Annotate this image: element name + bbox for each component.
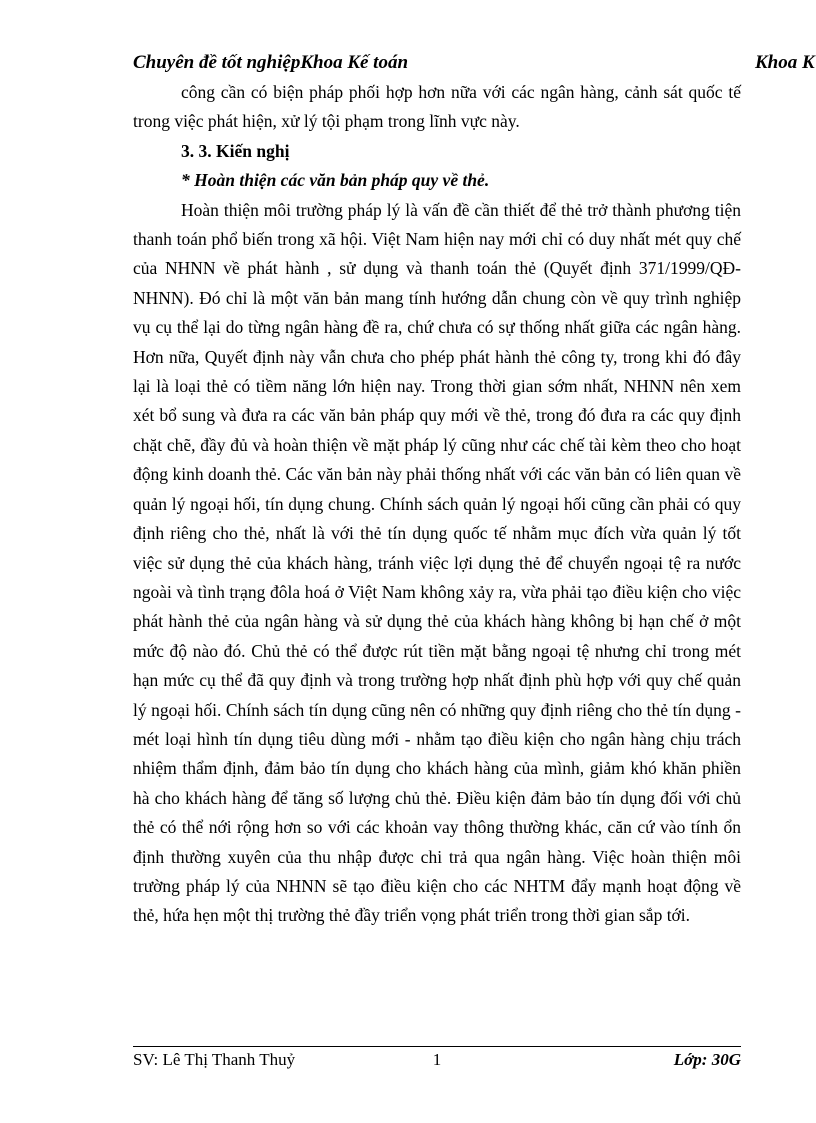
footer-class: Lớp: 30G [673,1050,741,1069]
subsection-heading: * Hoàn thiện các văn bản pháp quy về thẻ. [181,170,490,191]
page-number: 1 [432,1050,442,1069]
page-footer [133,1050,741,1076]
continued-paragraph: công cần có biện pháp phối hợp hơn nữa với các ngân hàng, cảnh sát quốc tế trong việc phát hiện, xử lý tội phạm trong lĩnh vực này. [133,82,741,132]
footer-divider [133,1046,741,1047]
header-title: Chuyên đề tốt nghiệpKhoa Kế toán [133,52,409,73]
document-body [133,78,741,931]
body-paragraph: Hoàn thiện môi trường pháp lý là vấn đề cần thiết để thẻ trở thành phương tiện thanh toán phổ biến trong xã hội. Việt Nam hiện nay mới chỉ có duy nhất mét quy chế của NHNN về phát hành , sử dụng và thanh toán thẻ (Quyết định 371/1999/QĐ-NHNN). Đó chỉ là một văn bản mang tính hướng dẫn chung còn về quy trình nghiệp vụ cụ thể lại do từng ngân hàng đề ra, chứ chưa có sự thống nhất giữa các ngân hàng. Hơn nữa, Quyết định này vẫn chưa cho phép phát hành thẻ công ty, trong khi đó đây lại là loại thẻ có tiềm năng lớn hiện nay. Trong thời gian sớm nhất, NHNN nên xem xét bổ sung và đưa ra các văn bản pháp quy mới về thẻ, trong đó đưa ra các quy định chặt chẽ, đầy đủ và hoàn thiện về mặt pháp lý cũng như các chế tài kèm theo cho hoạt động kinh doanh thẻ. Các văn bản này phải thống nhất với các văn bản có liên quan về quản lý ngoại hối, tín dụng chung. Chính sách quản lý ngoại hối cũng cần phải có quy định riêng cho thẻ, nhất là với thẻ tín dụng quốc tế nhằm mục đích vừa quản lý tốt việc sử dụng thẻ của khách hàng, tránh việc lợi dụng thẻ để chuyển ngoại tệ ra nước ngoài và tình trạng đôla hoá ở Việt Nam không xảy ra, vừa phải tạo điều kiện cho việc phát hành thẻ của ngân hàng và sử dụng thẻ của khách hàng không bị hạn chế ở một mức độ nào đó. Chủ thẻ có thể được rút tiền mặt bằng ngoại tệ nhưng chỉ trong mét hạn mức cụ thể đã quy định và trong trường hợp nhất định phù hợp với quy chế quản lý ngoại hối. Chính sách tín dụng cũng nên có những quy định riêng cho thẻ tín dụng - mét loại hình tín dụng tiêu dùng mới - nhằm tạo điều kiện cho ngân hàng chịu trách nhiệm thẩm định, đảm bảo tín dụng cho khách hàng của mình, giảm khó khăn phiền hà cho khách hàng để tăng số lượng chủ thẻ. Điều kiện đảm bảo tín dụng đối với chủ thẻ có thể nới rộng hơn so với các khoản vay thông thường khác, căn cứ vào tính ổn định thường xuyên của thu nhập được chi trả qua ngân hàng. Việc hoàn thiện môi trường pháp lý của NHNN sẽ tạo điều kiện cho các NHTM đẩy mạnh hoạt động về thẻ, hứa hẹn một thị trường thẻ đầy triển vọng phát triển trong thời gian sắp tới. [133,199,741,926]
header-right-text: Khoa K [755,52,815,73]
section-heading: 3. 3. Kiến nghị [181,140,290,161]
page-header [133,52,816,78]
footer-student-name: SV: Lê Thị Thanh Thuỷ [133,1050,296,1069]
